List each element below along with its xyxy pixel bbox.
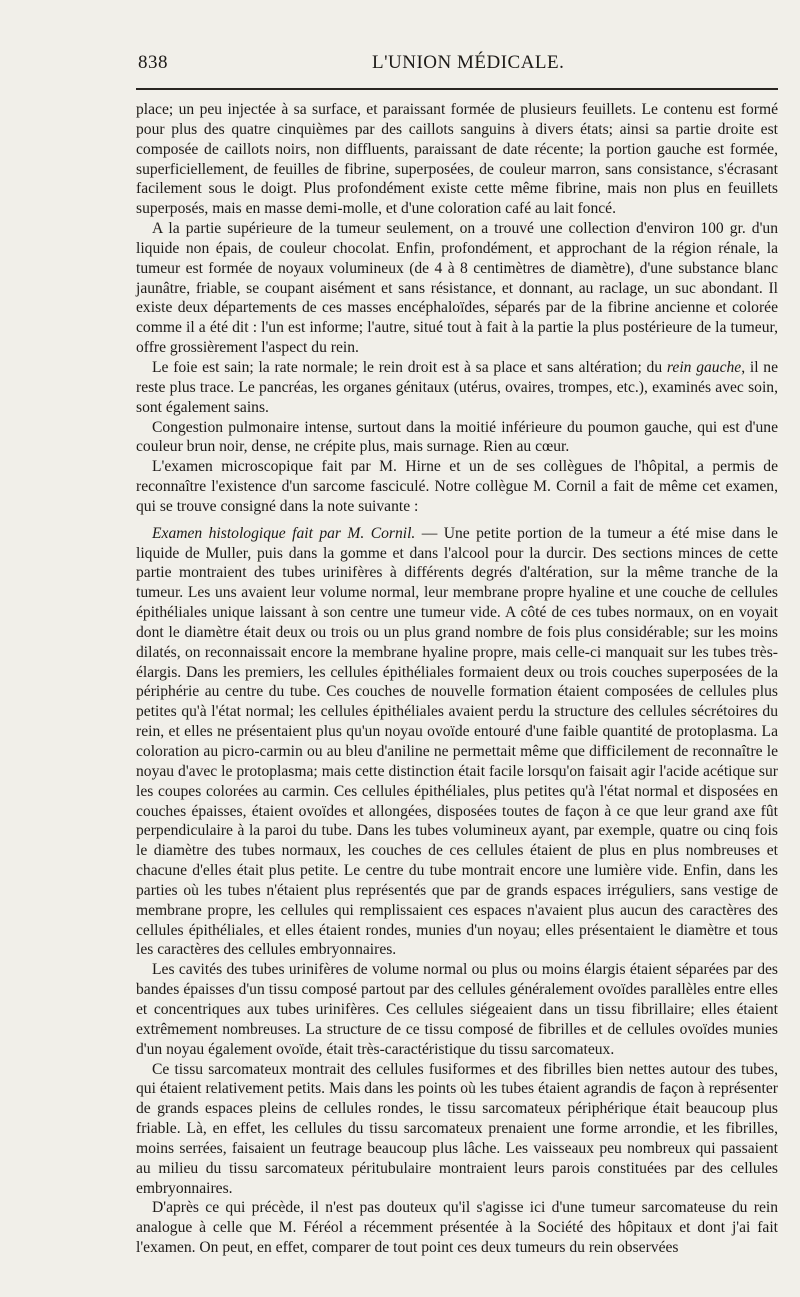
header-rule [136,88,778,90]
paragraph-lungs: Congestion pulmonaire intense, surtout dans la moitié inférieure du poumon gauche, qui est d'une couleur brun noir, dense, ne crépite plus, mais surnage. Rien au cœur. [136,418,778,456]
paragraph-sarcomatous-tissue: Ce tissu sarcomateux montrait des cellules fusiformes et des fibrilles bien nettes autour des tubes, qui étaient relativement petits. Mais dans les points où les tubes étaient agrandis de façon à représenter de grands espaces pleins de cellules rondes, le tissu sarcomateux périphérique était beaucoup plus friable. Là, en effet, les cellules du tissu sarcomateux prenaient une forme arrondie, et les fibrilles, moins serrées, faisaient un feutrage beaucoup plus lâche. Les vaisseaux peu nombreux qui passaient au milieu du tissu sarcomateux péritubulaire montraient leurs parois constituées par des cellules embryonnaires. [136,1060,778,1197]
paragraph-tube-cavities: Les cavités des tubes urinifères de volume normal ou plus ou moins élargis étaient séparées par des bandes épaisses d'un tissu composé partout par des cellules généralement ovoïdes parallèles entre elles et concentriques aux tubes urinifères. Ces cellules siégeaient dans un tissu fibrillaire; elles étaient extrêmement nombreuses. La structure de ce tissu composé de fibrilles et de cellules ovoïdes munies d'un noyau également ovoïde, était très-caractéristique du tissu sarcomateux. [136,961,778,1058]
article-body [136,100,778,1258]
journal-title: L'UNION MÉDICALE. [372,52,565,73]
organs-text-after: , il ne reste plus trace. Le pancréas, les organes génitaux (utérus, ovaires, trompes, etc.), examinés avec soin, sont également sains. [136,358,779,416]
section-gap [136,517,778,524]
running-head [136,52,778,82]
page-number: 838 [138,52,168,73]
paragraph-conclusion: D'après ce qui précède, il n'est pas douteux qu'il s'agisse ici d'une tumeur sarcomateuse du rein analogue à celle que M. Féréol a récemment présentée à la Société des hôpitaux et dont j'ai fait l'examen. On peut, en effet, comparer de tout point ces deux tumeurs du rein observées [136,1199,778,1257]
paragraph-organs [136,358,778,418]
histology-subheading: Examen histologique fait par M. Cornil. [152,524,416,542]
histology-text: — Une petite portion de la tumeur a été mise dans le liquide de Muller, puis dans la gomme et dans l'alcool pour la durcir. Des sections minces de cette partie montraient des tubes urinifères à différents degrés d'altération, sur la même tranche de la tumeur. Les uns avaient leur volume normal, leur membrane propre hyaline et une couche de cellules épithéliales unique laissant à son centre une tumeur vide. A côté de ces tubes normaux, on en voyait dont le diamètre était deux ou trois ou un plus grand nombre de fois plus considérable; sur les moins dilatés, on reconnaissait encore la membrane hyaline propre, mais celle-ci manquait sur les tubes très-élargis. Dans les premiers, les cellules épithéliales formaient deux ou trois couches superposées de la périphérie au centre du tube. Ces couches de nouvelle formation étaient composées de cellules plus petites qu'à l'état normal; les cellules épithéliales avaient perdu la structure des cellules sécrétoires du rein, et elles ne présentaient plus qu'un noyau ovoïde entouré d'une faible quantité de protoplasma. La coloration au picro-carmin ou au bleu d'aniline ne permettait même que difficilement de reconnaître le noyau d'avec le protoplasma; mais cette distinction était facile lorsqu'on faisait agir l'acide acétique sur les coupes colorées au carmin. Ces cellules épithéliales, plus petites qu'à l'état normal et disposées en couches épaisses, étaient ovoïdes et allongées, disposées toutes de façon à ce que leur grand axe fût perpendiculaire à la paroi du tube. Dans les tubes volumineux ayant, par exemple, quatre ou cinq fois le diamètre des tubes normaux, les couches de ces cellules étaient de plus en plus nombreuses et chacune d'elles était plus petite. Le centre du tube montrait encore une lumière vide. Enfin, dans les parties où les tubes n'étaient plus représentés que par de grands espaces irréguliers, sans vestige de membrane propre, les cellules qui remplissaient ces espaces n'avaient plus aucun des caractères des cellules épithéliales, et elles étaient rondes, munies d'un noyau; elles présentaient le diamètre et tous les caractères des cellules embryonnaires. [136,524,778,959]
rein-gauche-emphasis: rein gauche [666,358,742,376]
paragraph-histology [136,524,778,961]
paragraph-tumor-upper-part: A la partie supérieure de la tumeur seulement, on a trouvé une collection d'environ 100 gr. d'un liquide non épais, de couleur chocolat. Enfin, profondément, et approchant de la région rénale, la tumeur est formée de noyaux volumineux (de 4 à 8 centimètres de diamètre), d'une substance blanc jaunâtre, friable, se coupant aisément et sans résistance, et donnant, au raclage, un suc abondant. Il existe deux départements de ces masses encéphaloïdes, séparés par de la fibrine ancienne et colorée comme il a été dit : l'un est informe; l'autre, situé tout à fait à la partie la plus postérieure de la tumeur, offre grossièrement l'aspect du rein. [136,220,778,357]
paragraph-tumor-contents: place; un peu injectée à sa surface, et paraissant formée de plusieurs feuillets. Le contenu est formé pour plus des quatre cinquièmes par des caillots sanguins à divers états; ainsi sa partie droite est composée de caillots noirs, non diffluents, paraissant de date récente; la portion gauche est formée, superficiellement, de feuilles de fibrine, superposées, de couleur marron, sans consistance, s'écrasant facilement sous le doigt. Plus profondément existe cette même fibrine, mais non plus en feuillets superposés, mais en masse demi-molle, et d'une coloration café au lait foncé. [136,101,778,218]
paragraph-microscopic-exam: L'examen microscopique fait par M. Hirne et un de ses collègues de l'hôpital, a permis de reconnaître l'existence d'un sarcome fasciculé. Notre collègue M. Cornil a fait de même cet examen, qui se trouve consigné dans la note suivante : [136,458,778,515]
organs-text-before: Le foie est sain; la rate normale; le rein droit est à sa place et sans altération; du [152,358,667,376]
